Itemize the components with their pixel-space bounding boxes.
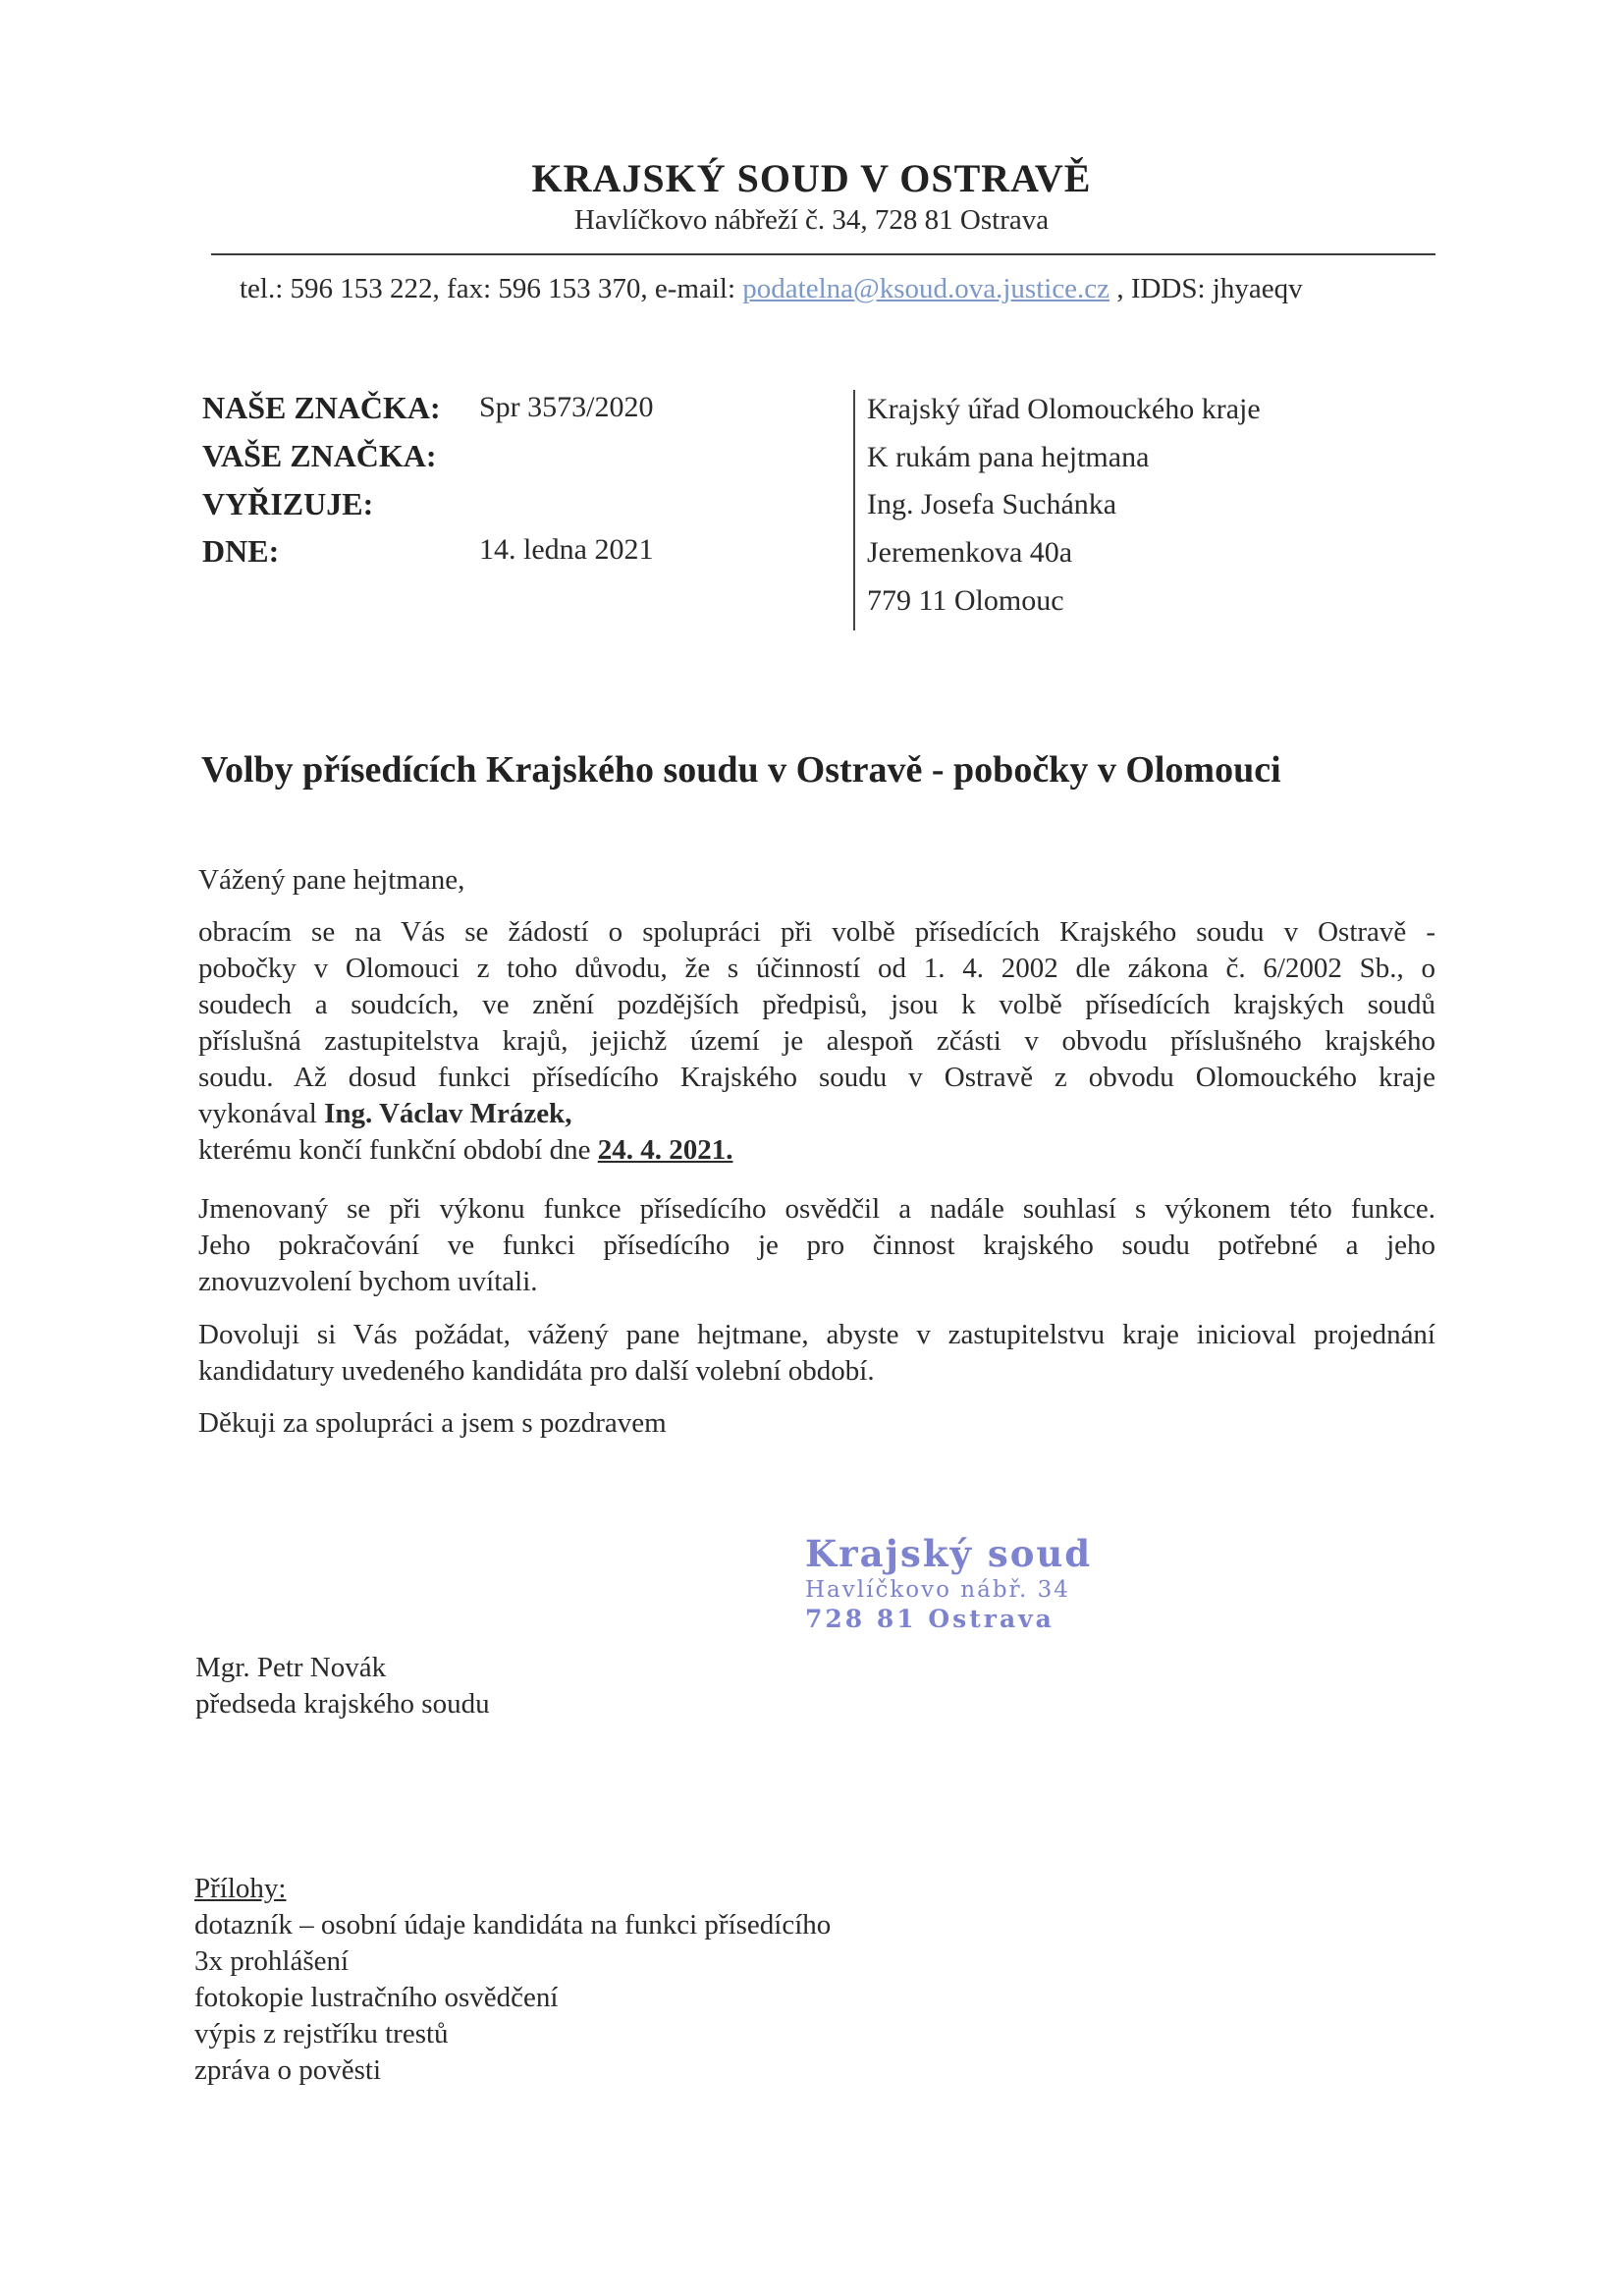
paragraph-line: Dovoluji si Vás požádat, vážený pane hejtmane, abyste v zastupitelstvu kraje inicioval projednání xyxy=(198,1319,1435,1350)
your-reference-label: VAŠE ZNAČKA: xyxy=(202,438,437,473)
court-name: KRAJSKÝ SOUD V OSTRAVĚ xyxy=(531,156,1092,200)
paragraph-request xyxy=(198,914,1435,1169)
attachment-item: dotazník – osobní údaje kandidáta na funkci přísedícího xyxy=(194,1909,832,1941)
header-divider xyxy=(211,253,1435,255)
paragraph-line xyxy=(198,1132,1435,1169)
attachments-section xyxy=(194,1871,831,2089)
attachments-heading: Přílohy: xyxy=(194,1873,287,1904)
paragraph-line: Jmenovaný se při výkonu funkce přísedícího osvědčil a nadále souhlasí s výkonem této funkce. xyxy=(198,1193,1435,1225)
attachment-item: výpis z rejstříku trestů xyxy=(194,2018,449,2050)
paragraph-line xyxy=(198,1096,1435,1132)
attachment-item: 3x prohlášení xyxy=(194,1945,350,1977)
signatory-title: předseda krajského soudu xyxy=(195,1688,490,1720)
paragraph-line: kandidatury uvedeného kandidáta pro další volební období. xyxy=(198,1355,875,1387)
date-label: DNE: xyxy=(202,533,280,569)
paragraph-recommendation xyxy=(198,1191,1435,1300)
salutation: Vážený pane hejtmane, xyxy=(198,864,465,896)
recipient-line: Krajský úřad Olomouckého kraje xyxy=(867,393,1261,425)
attachment-item: zpráva o pověsti xyxy=(194,2054,382,2086)
paragraph-ask xyxy=(198,1317,1435,1390)
assessor-name: Ing. Václav Mrázek, xyxy=(324,1098,572,1129)
stamp-line: Krajský soud xyxy=(805,1532,1093,1575)
paragraph-line: soudu. Až dosud funkci přísedícího Krajského soudu v Ostravě z obvodu Olomouckého kraje xyxy=(198,1062,1435,1093)
performed-by-text: vykonával xyxy=(198,1098,325,1129)
court-address: Havlíčkovo nábřeží č. 34, 728 81 Ostrava xyxy=(573,204,1050,236)
court-stamp xyxy=(805,1532,1092,1633)
letter-subject: Volby přísedících Krajského soudu v Ostravě - pobočky v Olomouci xyxy=(201,749,1281,791)
term-end-text: kterému končí funkční období dne xyxy=(198,1134,598,1166)
recipient-line: Jeremenkova 40a xyxy=(867,536,1073,569)
contact-phone-fax: tel.: 596 153 222, fax: 596 153 370, e-mail: xyxy=(240,273,743,304)
closing-line: Děkuji za spolupráci a jsem s pozdravem xyxy=(198,1407,667,1439)
stamp-line: 728 81 Ostrava xyxy=(805,1605,1055,1633)
signature-block xyxy=(195,1650,490,1722)
paragraph-line: soudech a soudcích, ve znění pozdějších předpisů, jsou k volbě přísedících krajských soudů xyxy=(198,989,1435,1020)
recipient-divider xyxy=(853,390,855,630)
stamp-line: Havlíčkovo nábř. 34 xyxy=(805,1577,1070,1603)
paragraph-line: Jeho pokračování ve funkci přísedícího je pro činnost krajského soudu potřebné a jeho xyxy=(198,1230,1435,1261)
handled-by-label: VYŘIZUJE: xyxy=(202,486,374,521)
date-value: 14. ledna 2021 xyxy=(479,533,654,566)
paragraph-line: příslušná zastupitelstva krajů, jejichž území je alespoň zčásti v obvodu příslušného krajského xyxy=(198,1025,1435,1057)
our-reference-value: Spr 3573/2020 xyxy=(479,391,654,423)
our-reference-label: NAŠE ZNAČKA: xyxy=(202,390,441,425)
paragraph-line: obracím se na Vás se žádostí o spolupráci při volbě přísedících Krajského soudu v Ostravě - xyxy=(198,916,1435,948)
contact-idds: , IDDS: jhyaeqv xyxy=(1109,273,1303,304)
paragraph-line: pobočky v Olomouci z toho důvodu, že s účinností od 1. 4. 2002 dle zákona č. 6/2002 Sb., o xyxy=(198,953,1435,984)
email-link[interactable]: podatelna@ksoud.ova.justice.cz xyxy=(742,273,1110,304)
signatory-name: Mgr. Petr Novák xyxy=(195,1652,387,1683)
recipient-line: Ing. Josefa Suchánka xyxy=(867,488,1117,520)
recipient-line: 779 11 Olomouc xyxy=(867,584,1064,617)
contact-line xyxy=(240,273,1303,305)
recipient-line: K rukám pana hejtmana xyxy=(867,441,1150,473)
paragraph-line: znovuzvolení bychom uvítali. xyxy=(198,1266,538,1297)
attachment-item: fotokopie lustračního osvědčení xyxy=(194,1982,559,2013)
term-end-date: 24. 4. 2021. xyxy=(597,1134,733,1166)
